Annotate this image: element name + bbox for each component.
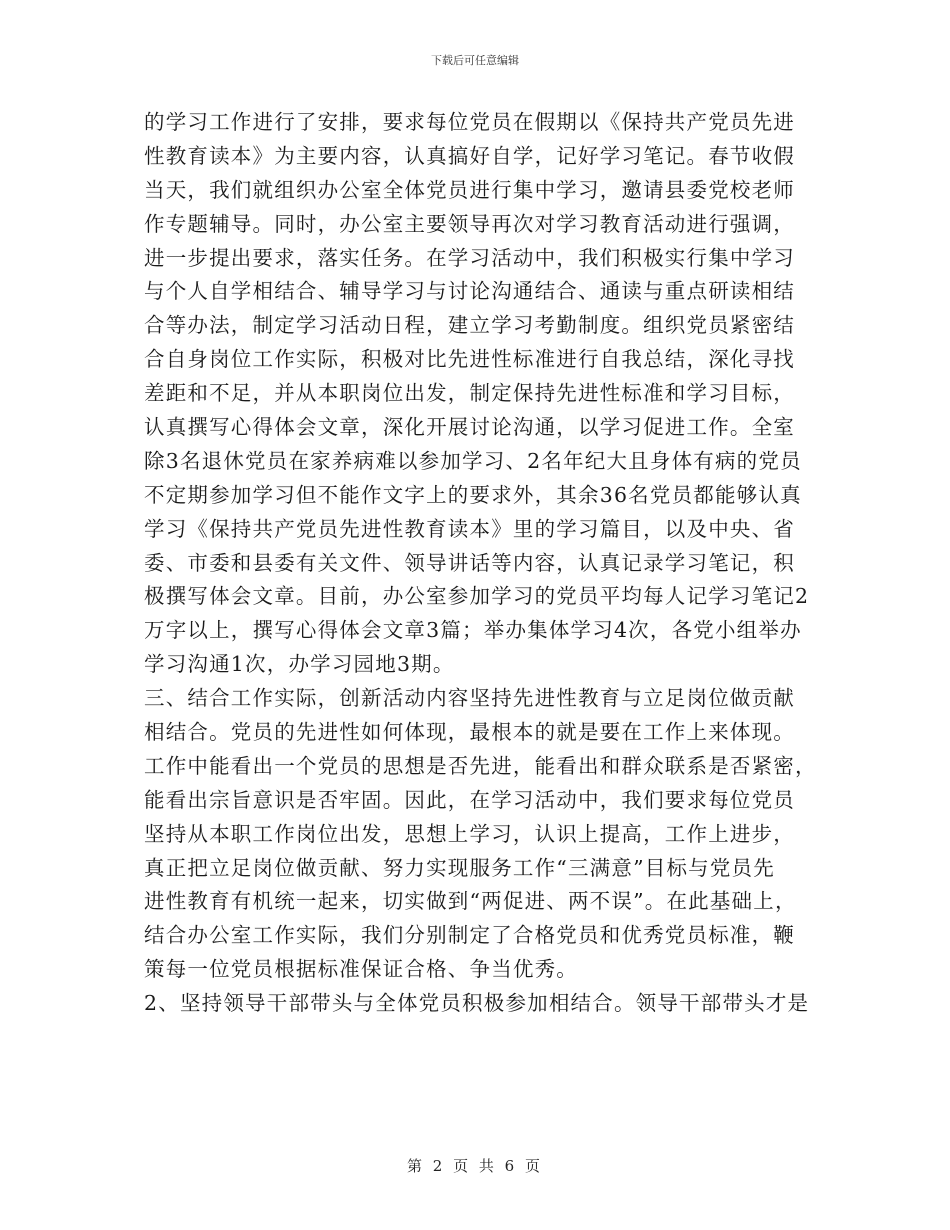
text-line: 作专题辅导。同时，办公室主要领导再次对学习教育活动进行强调， <box>144 211 795 236</box>
text-line: 认真撰写心得体会文章，深化开展讨论沟通，以学习促进工作。全室 <box>144 415 795 440</box>
text-line: 学习《保持共产党员先进性教育读本》里的学习篇目，以及中央、省 <box>144 516 795 541</box>
text-line: 三、结合工作实际，创新活动内容坚持先进性教育与立足岗位做贡献 <box>144 686 795 711</box>
text-line: 能看出宗旨意识是否牢固。因此，在学习活动中，我们要求每位党员 <box>144 787 795 812</box>
document-body <box>144 106 816 1021</box>
text-line: 进性教育有机统一起来，切实做到“两促进、两不误”。在此基础上， <box>144 889 797 914</box>
text-line: 不定期参加学习但不能作文字上的要求外，其余36名党员都能够认真 <box>144 482 802 507</box>
text-line: 结合办公室工作实际，我们分别制定了合格党员和优秀党员标准，鞭 <box>144 923 795 948</box>
text-line: 坚持从本职工作岗位出发，思想上学习，认识上提高，工作上进步， <box>144 821 795 846</box>
text-line: 万字以上，撰写心得体会文章3篇；举办集体学习4次，各党小组举办 <box>144 618 802 643</box>
text-line: 极撰写体会文章。目前，办公室参加学习的党员平均每人记学习笔记2 <box>144 584 810 609</box>
text-line: 进一步提出要求，落实任务。在学习活动中，我们积极实行集中学习 <box>144 245 795 270</box>
text-line: 学习沟通1次，办学习园地3期。 <box>144 652 455 677</box>
text-line: 相结合。党员的先进性如何体现，最根本的就是要在工作上来体现。 <box>144 720 795 745</box>
text-line: 2、坚持领导干部带头与全体党员积极参加相结合。领导干部带头才是 <box>144 991 810 1016</box>
text-line: 合等办法，制定学习活动日程，建立学习考勤制度。组织党员紧密结 <box>144 313 795 338</box>
text-line: 与个人自学相结合、辅导学习与讨论沟通结合、通读与重点研读相结 <box>144 279 795 304</box>
text-line: 合自身岗位工作实际，积极对比先进性标准进行自我总结，深化寻找 <box>144 347 795 372</box>
text-line: 除3名退休党员在家养病难以参加学习、2名年纪大且身体有病的党员 <box>144 448 802 473</box>
text-line: 性教育读本》为主要内容，认真搞好自学，记好学习笔记。春节收假 <box>144 143 795 168</box>
text-line: 当天，我们就组织办公室全体党员进行集中学习，邀请县委党校老师 <box>144 177 795 202</box>
text-line: 真正把立足岗位做贡献、努力实现服务工作“三满意”目标与党员先 <box>144 855 775 880</box>
text-line: 工作中能看出一个党员的思想是否先进，能看出和群众联系是否紧密， <box>144 753 817 778</box>
text-line: 差距和不足，并从本职岗位出发，制定保持先进性标准和学习目标， <box>144 381 795 406</box>
page-footer: 第 2 页 共 6 页 <box>407 1157 543 1175</box>
text-line: 的学习工作进行了安排，要求每位党员在假期以《保持共产党员先进 <box>144 110 795 134</box>
text-line: 策每一位党员根据标准保证合格、争当优秀。 <box>144 957 578 982</box>
header-note: 下载后可任意编辑 <box>431 54 519 67</box>
text-line: 委、市委和县委有关文件、领导讲话等内容，认真记录学习笔记，积 <box>144 550 795 575</box>
